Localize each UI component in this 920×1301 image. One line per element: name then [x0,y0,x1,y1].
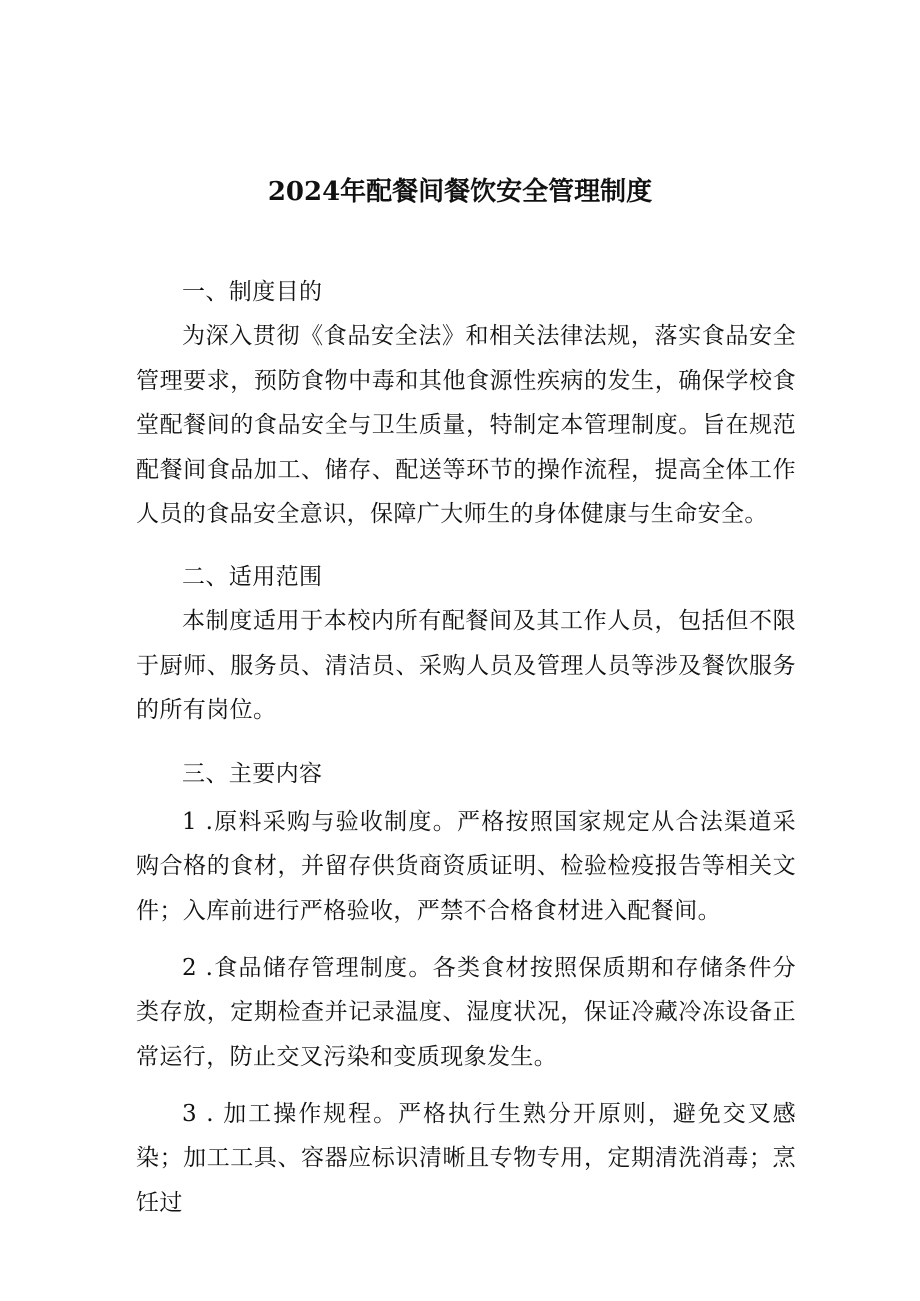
content-item-processing: 3 . 加工操作规程。严格执行生熟分开原则，避免交叉感染；加工工具、容器应标识清晰且专物专用，定期清洗消毒；烹饪过 [136,1101,796,1216]
item-2-block [136,946,796,1079]
section-scope [136,555,796,733]
section-main-content [136,752,796,796]
paragraph-purpose: 为深入贯彻《食品安全法》和相关法律法规，落实食品安全管理要求，预防食物中毒和其他食源性疾病的发生，确保学校食堂配餐间的食品安全与卫生质量，特制定本管理制度。旨在规范配餐间食品加工、储存、配送等环节的操作流程，提高全体工作人员的食品安全意识，保障广大师生的身体健康与生命安全。 [136,323,796,528]
content-item-procurement: 1 .原料采购与验收制度。严格按照国家规定从合法渠道采购合格的食材，并留存供货商资质证明、检验检疫报告等相关文件；入库前进行严格验收，严禁不合格食材进入配餐间。 [136,809,796,924]
item-1-block [136,800,796,933]
document-title: 2024年配餐间餐饮安全管理制度 [267,177,653,207]
paragraph-scope: 本制度适用于本校内所有配餐间及其工作人员，包括但不限于厨师、服务员、清洁员、采购人员及管理人员等涉及餐饮服务的所有岗位。 [136,608,796,724]
item-3-block [136,1092,796,1225]
content-item-storage: 2 .食品储存管理制度。各类食材按照保质期和存储条件分类存放，定期检查并记录温度、湿度状况，保证冷藏冷冻设备正常运行，防止交叉污染和变质现象发生。 [136,955,796,1070]
section-heading-purpose: 一、制度目的 [182,279,323,305]
section-heading-scope: 二、适用范围 [182,564,323,590]
section-purpose [136,270,796,536]
section-heading-main-content: 三、主要内容 [182,761,323,787]
